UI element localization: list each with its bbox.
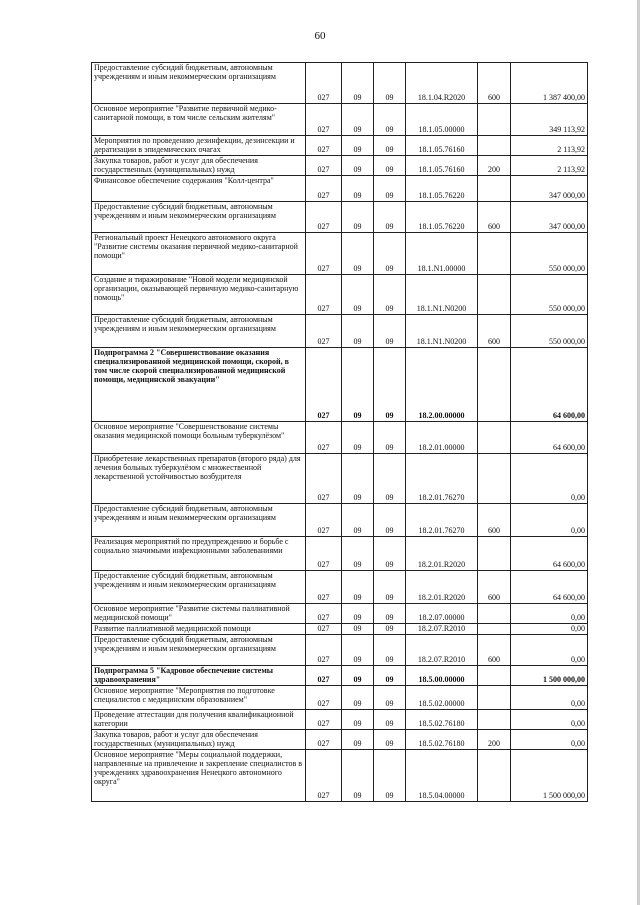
row-gr-code: 027 (306, 686, 342, 710)
row-subsection-code: 09 (374, 730, 406, 750)
row-gr-code: 027 (306, 571, 342, 604)
row-expense-type (478, 233, 511, 275)
row-section-code: 09 (342, 454, 374, 504)
row-target-code: 18.2.01.00000 (406, 422, 478, 454)
table-row (92, 537, 588, 571)
row-expense-type: 200 (478, 730, 511, 750)
row-gr-code: 027 (306, 104, 342, 136)
row-gr-code: 027 (306, 348, 342, 422)
row-amount: 0,00 (511, 624, 588, 635)
row-section-code: 09 (342, 176, 374, 202)
row-target-code: 18.1.05.76220 (406, 176, 478, 202)
row-section-code: 09 (342, 422, 374, 454)
row-section-code: 09 (342, 202, 374, 233)
row-expense-type (478, 422, 511, 454)
row-subsection-code: 09 (374, 315, 406, 348)
row-subsection-code: 09 (374, 202, 406, 233)
row-name: Предоставление субсидий бюджетным, автономным учреждениям и иным некоммерческим организациям (92, 202, 306, 233)
row-section-code: 09 (342, 730, 374, 750)
row-amount: 0,00 (511, 710, 588, 730)
table-row (92, 275, 588, 315)
row-target-code: 18.5.02.76180 (406, 730, 478, 750)
row-section-code: 09 (342, 666, 374, 686)
row-section-code: 09 (342, 348, 374, 422)
row-subsection-code: 09 (374, 422, 406, 454)
table-row (92, 624, 588, 635)
row-name: Финансовое обеспечение содержания "Колл-центра" (92, 176, 306, 202)
row-expense-type: 600 (478, 571, 511, 604)
row-gr-code: 027 (306, 730, 342, 750)
row-amount: 0,00 (511, 504, 588, 537)
row-expense-type: 600 (478, 504, 511, 537)
row-expense-type (478, 454, 511, 504)
row-section-code: 09 (342, 315, 374, 348)
row-target-code: 18.2.01.76270 (406, 454, 478, 504)
row-subsection-code: 09 (374, 537, 406, 571)
row-name: Закупка товаров, работ и услуг для обеспечения государственных (муниципальных) нужд (92, 156, 306, 176)
row-target-code: 18.2.01.R2020 (406, 537, 478, 571)
row-gr-code: 027 (306, 537, 342, 571)
row-section-code: 09 (342, 275, 374, 315)
table-row (92, 750, 588, 802)
row-name: Подпрограмма 2 "Совершенствование оказания специализированной медицинской помощи, скорой, в том числе скорой специализированной медицинской помощи, медицинской эвакуации" (92, 348, 306, 422)
row-target-code: 18.2.00.00000 (406, 348, 478, 422)
table-row (92, 202, 588, 233)
row-name: Основное мероприятие "Развитие первичной медико-санитарной помощи, в том числе сельским жителям" (92, 104, 306, 136)
row-name: Региональный проект Ненецкого автономного округа "Развитие системы оказания первичной медико-санитарной помощи" (92, 233, 306, 275)
row-target-code: 18.2.07.R2010 (406, 635, 478, 666)
row-gr-code: 027 (306, 750, 342, 802)
row-target-code: 18.1.N1.00000 (406, 233, 478, 275)
row-expense-type (478, 686, 511, 710)
row-section-code: 09 (342, 156, 374, 176)
row-section-code: 09 (342, 604, 374, 624)
row-amount: 1 387 400,00 (511, 63, 588, 104)
row-expense-type: 600 (478, 315, 511, 348)
row-gr-code: 027 (306, 454, 342, 504)
row-target-code: 18.1.05.76160 (406, 136, 478, 156)
row-expense-type (478, 750, 511, 802)
row-gr-code: 027 (306, 504, 342, 537)
row-amount: 2 113,92 (511, 156, 588, 176)
row-name: Мероприятия по проведению дезинфекции, дезинсекции и дератизации в эпидемических очагах (92, 136, 306, 156)
table-row (92, 176, 588, 202)
row-subsection-code: 09 (374, 571, 406, 604)
row-subsection-code: 09 (374, 136, 406, 156)
row-subsection-code: 09 (374, 686, 406, 710)
row-section-code: 09 (342, 537, 374, 571)
row-target-code: 18.5.02.00000 (406, 686, 478, 710)
row-section-code: 09 (342, 504, 374, 537)
row-target-code: 18.1.N1.N0200 (406, 315, 478, 348)
row-subsection-code: 09 (374, 156, 406, 176)
table-row (92, 635, 588, 666)
row-gr-code: 027 (306, 136, 342, 156)
row-target-code: 18.5.00.00000 (406, 666, 478, 686)
row-expense-type (478, 666, 511, 686)
row-subsection-code: 09 (374, 176, 406, 202)
row-amount: 0,00 (511, 686, 588, 710)
row-subsection-code: 09 (374, 454, 406, 504)
row-section-code: 09 (342, 710, 374, 730)
row-name: Основное мероприятие "Мероприятия по подготовке специалистов с медицинским образованием" (92, 686, 306, 710)
row-name: Предоставление субсидий бюджетным, автономным учреждениям и иным некоммерческим организациям (92, 635, 306, 666)
row-amount: 0,00 (511, 730, 588, 750)
table-row (92, 604, 588, 624)
row-section-code: 09 (342, 624, 374, 635)
row-target-code: 18.1.N1.N0200 (406, 275, 478, 315)
row-target-code: 18.1.05.76160 (406, 156, 478, 176)
row-amount: 1 500 000,00 (511, 750, 588, 802)
row-name: Основное мероприятие "Развитие системы паллиативной медицинской помощи" (92, 604, 306, 624)
table-row (92, 422, 588, 454)
row-amount: 64 600,00 (511, 422, 588, 454)
row-name: Развитие паллиативной медицинской помощи (92, 624, 306, 635)
row-expense-type (478, 104, 511, 136)
row-amount: 347 000,00 (511, 202, 588, 233)
row-expense-type (478, 624, 511, 635)
row-gr-code: 027 (306, 63, 342, 104)
row-subsection-code: 09 (374, 624, 406, 635)
row-name: Закупка товаров, работ и услуг для обеспечения государственных (муниципальных) нужд (92, 730, 306, 750)
row-target-code: 18.5.02.76180 (406, 710, 478, 730)
row-amount: 550 000,00 (511, 275, 588, 315)
row-section-code: 09 (342, 104, 374, 136)
row-subsection-code: 09 (374, 275, 406, 315)
row-subsection-code: 09 (374, 635, 406, 666)
row-amount: 550 000,00 (511, 315, 588, 348)
row-section-code: 09 (342, 635, 374, 666)
row-gr-code: 027 (306, 275, 342, 315)
row-name: Подпрограмма 5 "Кадровое обеспечение системы здравоохранения" (92, 666, 306, 686)
row-name: Основное мероприятие "Совершенствование системы оказания медицинской помощи больным туберкулёзом" (92, 422, 306, 454)
table-row (92, 710, 588, 730)
table-row (92, 730, 588, 750)
row-target-code: 18.2.01.R2020 (406, 571, 478, 604)
row-amount: 0,00 (511, 635, 588, 666)
row-name: Приобретение лекарственных препаратов (второго ряда) для лечения больных туберкулёзом с множественной лекарственной устойчивостью возбудителя (92, 454, 306, 504)
row-target-code: 18.2.01.76270 (406, 504, 478, 537)
row-subsection-code: 09 (374, 666, 406, 686)
row-target-code: 18.1.05.00000 (406, 104, 478, 136)
row-section-code: 09 (342, 686, 374, 710)
row-amount: 64 600,00 (511, 348, 588, 422)
row-expense-type: 200 (478, 156, 511, 176)
table-row (92, 504, 588, 537)
row-name: Создание и тиражирование "Новой модели медицинской организации, оказывающей первичную медико-санитарную помощь" (92, 275, 306, 315)
row-subsection-code: 09 (374, 348, 406, 422)
row-expense-type (478, 348, 511, 422)
row-gr-code: 027 (306, 666, 342, 686)
row-name: Предоставление субсидий бюджетным, автономным учреждениям и иным некоммерческим организациям (92, 315, 306, 348)
row-target-code: 18.2.07.R2010 (406, 624, 478, 635)
table-row (92, 315, 588, 348)
row-subsection-code: 09 (374, 710, 406, 730)
budget-table (91, 62, 588, 802)
row-target-code: 18.5.04.00000 (406, 750, 478, 802)
table-row (92, 156, 588, 176)
row-gr-code: 027 (306, 422, 342, 454)
row-amount: 2 113,92 (511, 136, 588, 156)
row-section-code: 09 (342, 750, 374, 802)
row-section-code: 09 (342, 63, 374, 104)
row-gr-code: 027 (306, 635, 342, 666)
row-amount: 64 600,00 (511, 571, 588, 604)
row-name: Предоставление субсидий бюджетным, автономным учреждениям и иным некоммерческим организациям (92, 63, 306, 104)
row-expense-type (478, 710, 511, 730)
table-row-subprogram (92, 666, 588, 686)
table-row (92, 571, 588, 604)
row-expense-type (478, 176, 511, 202)
row-section-code: 09 (342, 571, 374, 604)
row-subsection-code: 09 (374, 604, 406, 624)
row-gr-code: 027 (306, 710, 342, 730)
row-gr-code: 027 (306, 156, 342, 176)
table-row-subprogram (92, 348, 588, 422)
row-subsection-code: 09 (374, 63, 406, 104)
row-amount: 349 113,92 (511, 104, 588, 136)
row-expense-type (478, 136, 511, 156)
row-gr-code: 027 (306, 604, 342, 624)
row-subsection-code: 09 (374, 504, 406, 537)
row-name: Проведение аттестации для получения квалификационной категории (92, 710, 306, 730)
row-amount: 550 000,00 (511, 233, 588, 275)
row-target-code: 18.1.04.R2020 (406, 63, 478, 104)
row-gr-code: 027 (306, 315, 342, 348)
row-amount: 0,00 (511, 604, 588, 624)
row-amount: 347 000,00 (511, 176, 588, 202)
row-expense-type: 600 (478, 202, 511, 233)
row-name: Реализация мероприятий по предупреждению и борьбе с социально значимыми инфекционными заболеваниями (92, 537, 306, 571)
row-section-code: 09 (342, 136, 374, 156)
row-gr-code: 027 (306, 233, 342, 275)
row-gr-code: 027 (306, 176, 342, 202)
row-section-code: 09 (342, 233, 374, 275)
table-row (92, 454, 588, 504)
table-row (92, 63, 588, 104)
row-expense-type: 600 (478, 635, 511, 666)
row-name: Основное мероприятие "Меры социальной поддержки, направленные на привлечение и закрепление специалистов в учреждениях здравоохранения Ненецкого автономного округа" (92, 750, 306, 802)
budget-table-body (92, 63, 588, 802)
row-expense-type (478, 604, 511, 624)
row-expense-type: 600 (478, 63, 511, 104)
row-amount: 1 500 000,00 (511, 666, 588, 686)
table-row (92, 136, 588, 156)
row-name: Предоставление субсидий бюджетным, автономным учреждениям и иным некоммерческим организациям (92, 504, 306, 537)
row-subsection-code: 09 (374, 104, 406, 136)
table-row (92, 104, 588, 136)
page-number: 60 (314, 30, 326, 42)
row-target-code: 18.2.07.00000 (406, 604, 478, 624)
row-gr-code: 027 (306, 202, 342, 233)
table-row (92, 686, 588, 710)
row-amount: 64 600,00 (511, 537, 588, 571)
row-target-code: 18.1.05.76220 (406, 202, 478, 233)
row-amount: 0,00 (511, 454, 588, 504)
row-expense-type (478, 275, 511, 315)
row-expense-type (478, 537, 511, 571)
row-name: Предоставление субсидий бюджетным, автономным учреждениям и иным некоммерческим организациям (92, 571, 306, 604)
row-gr-code: 027 (306, 624, 342, 635)
row-subsection-code: 09 (374, 233, 406, 275)
row-subsection-code: 09 (374, 750, 406, 802)
table-row (92, 233, 588, 275)
